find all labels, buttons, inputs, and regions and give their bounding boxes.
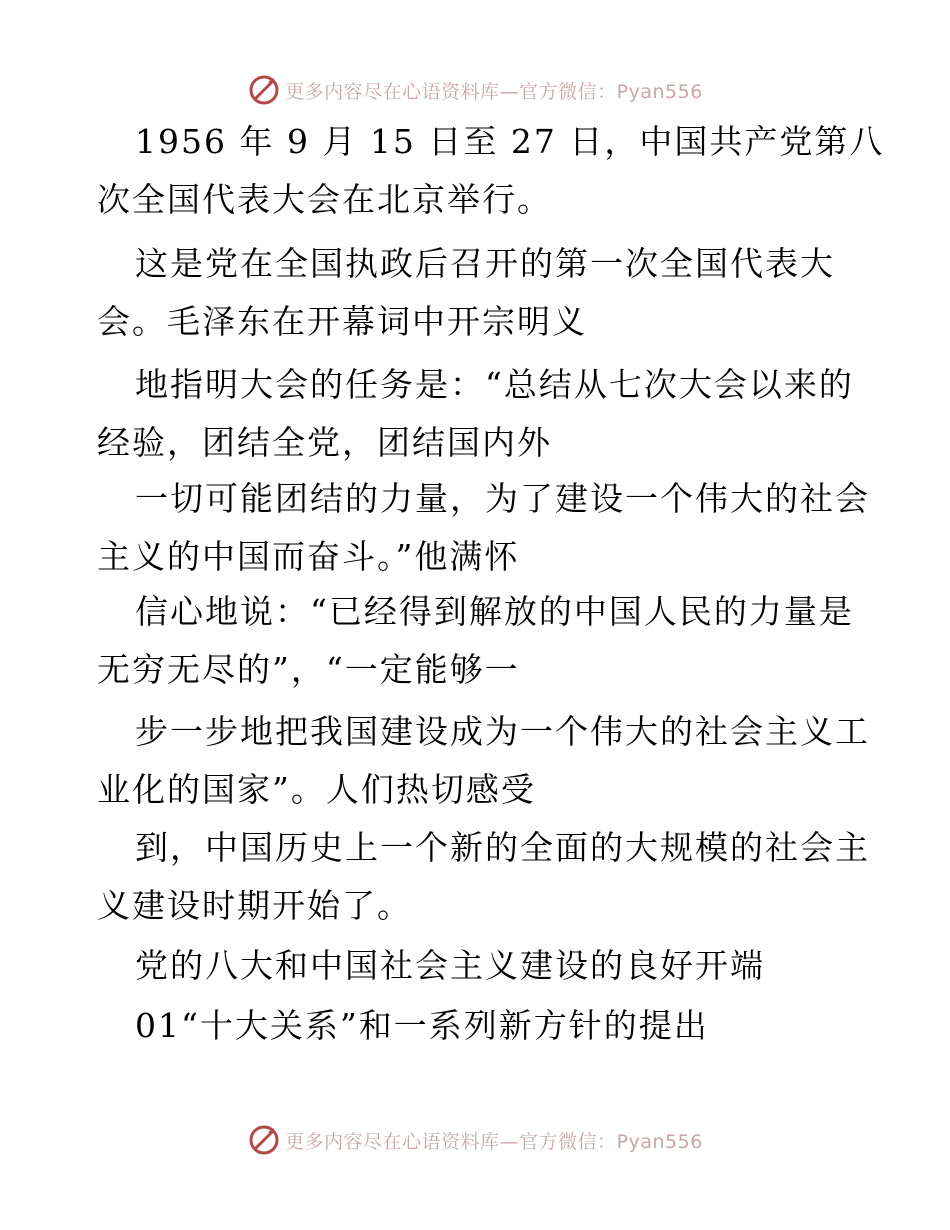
paragraph-line: 这是党在全国执政后召开的第一次全国代表大	[135, 244, 835, 283]
paragraph-line: 业化的国家”。人们热切感受	[97, 770, 536, 809]
paragraph-line: 到，中国历史上一个新的全面的大规模的社会主	[135, 828, 870, 867]
paragraph-line: 会。毛泽东在开幕词中开宗明义	[97, 302, 587, 341]
paragraph-line: 经验，团结全党，团结国内外	[97, 423, 552, 462]
header-banner	[0, 70, 950, 110]
section-heading: 党的八大和中国社会主义建设的良好开端	[135, 946, 765, 985]
paragraph-line: 一切可能团结的力量，为了建设一个伟大的社会	[135, 479, 870, 518]
paragraph-line: 1956 年 9 月 15 日至 27 日，中国共产党第八	[135, 122, 885, 161]
paragraph-line: 步一步地把我国建设成为一个伟大的社会主义工	[135, 712, 870, 751]
paragraph-line: 信心地说：“已经得到解放的中国人民的力量是	[135, 592, 854, 631]
paragraph-line: 次全国代表大会在北京举行。	[97, 180, 552, 219]
paragraph-line: 主义的中国而奋斗。”他满怀	[97, 537, 520, 576]
header-banner-text: 更多内容尽在心语资料库—官方微信：Pyan556	[285, 80, 703, 103]
paragraph-line: 无穷无尽的”，“一定能够一	[97, 650, 520, 689]
footer-banner-text: 更多内容尽在心语资料库—官方微信：Pyan556	[285, 1130, 703, 1153]
brush-logo-icon	[247, 73, 281, 107]
footer-banner	[0, 1120, 950, 1160]
brush-logo-icon	[247, 1123, 281, 1157]
paragraph-line: 地指明大会的任务是：“总结从七次大会以来的	[135, 365, 854, 404]
subsection-heading: 01“十大关系”和一系列新方针的提出	[135, 1006, 709, 1045]
paragraph-line: 义建设时期开始了。	[97, 886, 412, 925]
